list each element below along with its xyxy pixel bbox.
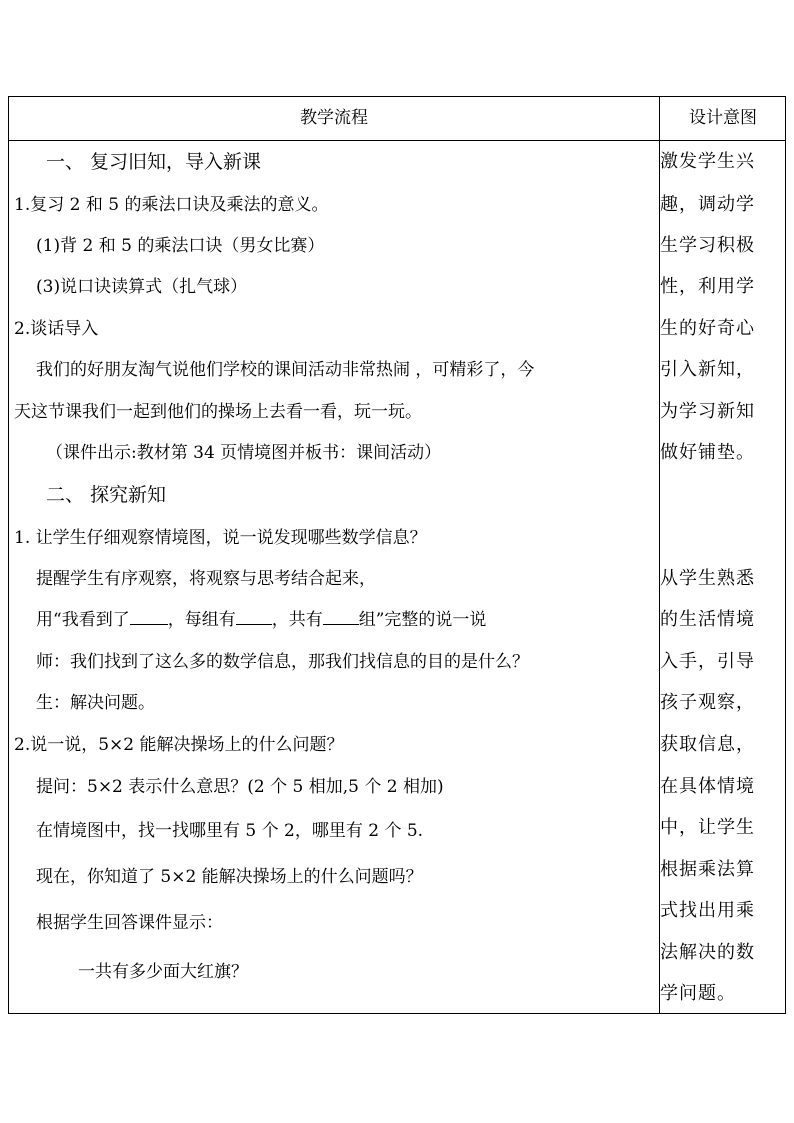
- intent-line: 做好铺垫。: [660, 442, 755, 463]
- intent-line: 从学生熟悉: [660, 568, 755, 589]
- intent-line: 性，利用学: [660, 276, 755, 297]
- process-line: 师：我们找到了这么多的数学信息，那我们找信息的目的是什么？: [36, 652, 529, 672]
- process-line: 在情境图中，找一找哪里有 5 个 2，哪里有 2 个 5.: [36, 821, 424, 841]
- intent-line: 为学习新知: [660, 401, 755, 422]
- process-line: 2.说一说，5×2 能解决操场上的什么问题？: [14, 735, 344, 755]
- process-line: 提醒学生有序观察，将观察与思考结合起来，: [36, 569, 376, 589]
- intent-line: 中，让学生: [660, 817, 755, 838]
- process-line: 提问：5×2 表示什么意思？(2 个 5 相加,5 个 2 相加): [36, 777, 444, 797]
- template-part: 组”完整的说一说: [358, 610, 487, 630]
- intent-line: 生学习积极: [660, 235, 755, 256]
- intent-line: 获取信息，: [660, 734, 755, 755]
- process-line: 现在，你知道了 5×2 能解决操场上的什么问题吗？: [36, 867, 423, 887]
- fill-blank: [236, 610, 272, 625]
- fill-blank: [130, 610, 168, 625]
- template-sentence: [36, 608, 486, 632]
- intent-line: 激发学生兴: [660, 151, 755, 172]
- process-line: （课件出示:教材第 34 页情境图并板书：课间活动）: [46, 443, 442, 463]
- intent-line: 引入新知，: [660, 359, 755, 380]
- intent-line: 学问题。: [660, 983, 736, 1004]
- process-line: (1)背 2 和 5 的乘法口诀（男女比赛）: [36, 236, 325, 256]
- intent-line: 在具体情境: [660, 776, 755, 797]
- header-design-intent: 设计意图: [689, 108, 757, 128]
- intent-line: 法解决的数: [660, 942, 755, 963]
- fill-blank: [323, 610, 359, 625]
- process-line: 我们的好朋友淘气说他们学校的课间活动非常热闹 ，可精彩了，今: [36, 360, 535, 380]
- header-teaching-process: 教学流程: [300, 108, 368, 128]
- header-divider: [9, 140, 785, 141]
- template-part: ，每组有: [167, 610, 236, 630]
- intent-line: 式找出用乘: [660, 900, 755, 921]
- process-line: 根据学生回答课件显示：: [36, 913, 223, 933]
- template-part: ，共有: [271, 610, 323, 630]
- process-line: (3)说口诀读算式（扎气球）: [36, 277, 248, 297]
- section-heading-review: 一、 复习旧知，导入新课: [46, 151, 262, 173]
- process-line: 一共有多少面大红旗？: [78, 962, 248, 982]
- process-line: 1.复习 2 和 5 的乘法口诀及乘法的意义。: [14, 195, 329, 215]
- intent-line: 的生活情境: [660, 609, 755, 630]
- intent-line: 入手，引导: [660, 651, 755, 672]
- process-line: 2.谈话导入: [14, 319, 99, 339]
- section-heading-explore: 二、 探究新知: [46, 484, 167, 506]
- process-line: 生：解决问题。: [36, 693, 155, 713]
- template-part: 用“我看到了: [36, 610, 130, 630]
- intent-line: 趣，调动学: [660, 194, 755, 215]
- intent-line: 根据乘法算: [660, 859, 755, 880]
- process-line: 天这节课我们一起到他们的操场上去看一看，玩一玩。: [14, 402, 422, 422]
- process-line: 1. 让学生仔细观察情境图，说一说发现哪些数学信息？: [14, 528, 427, 548]
- intent-line: 孩子观察，: [660, 692, 755, 713]
- intent-line: 生的好奇心: [660, 318, 755, 339]
